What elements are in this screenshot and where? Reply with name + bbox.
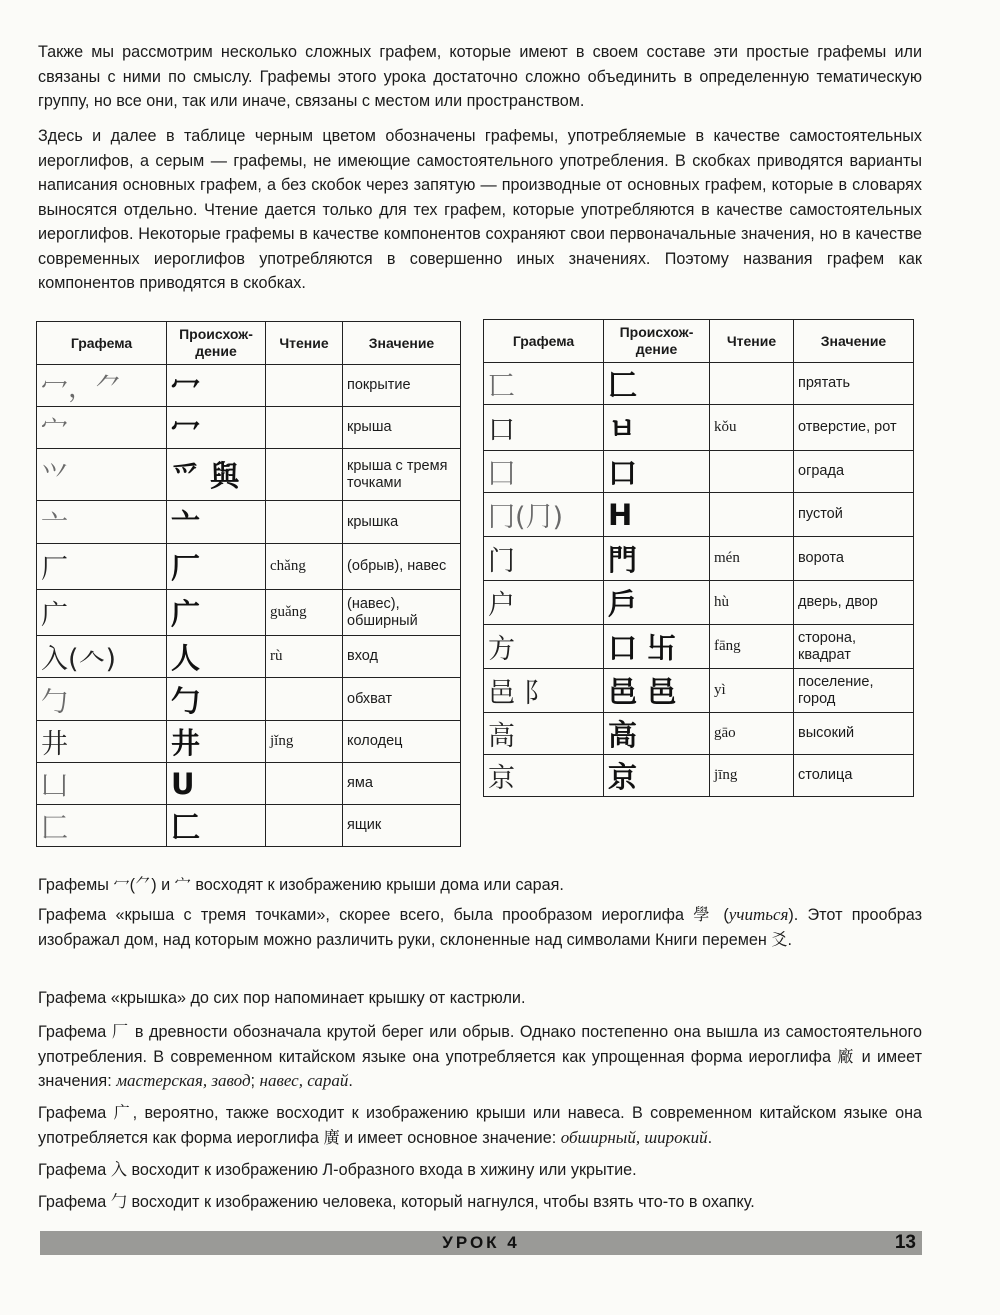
- reading-cell: [710, 451, 794, 493]
- reading-cell: guǎng: [266, 590, 343, 636]
- origin-cell: 高: [604, 713, 710, 755]
- grapheme-cell: 囗: [484, 451, 604, 493]
- grapheme-cell: 冂(⺆): [484, 493, 604, 537]
- grapheme-cell: 京: [484, 755, 604, 797]
- origin-cell: 口: [604, 451, 710, 493]
- grapheme-table-left: [36, 321, 461, 847]
- meaning-cell: высокий: [794, 713, 914, 755]
- intro-paragraph-1: Также мы рассмотрим несколько сложных графем, которые имеют в своем составе эти простые графемы или связаны с ними по смыслу. Графемы этого урока достаточно сложно объединить в определенную тематическую группу, но все они, так или иначе, связаны с местом или пространством.: [38, 43, 922, 110]
- header-origin: Происхож-дение: [604, 320, 710, 363]
- grapheme-cell: 凵: [37, 763, 167, 805]
- origin-cell: 勹: [167, 678, 266, 721]
- table-row: [37, 365, 461, 407]
- footer-bar: [40, 1231, 922, 1255]
- meaning-cell: столица: [794, 755, 914, 797]
- reading-cell: mén: [710, 537, 794, 581]
- reading-cell: hù: [710, 581, 794, 625]
- reading-cell: kǒu: [710, 405, 794, 451]
- note-roof-graphemes: Графемы 冖(⺈) и 宀 восходят к изображению крыши дома или сарая.: [38, 876, 564, 894]
- table-row: [37, 501, 461, 544]
- grapheme-cell: 匚: [37, 805, 167, 847]
- meaning-cell: крышка: [343, 501, 461, 544]
- grapheme-cell: 广: [37, 590, 167, 636]
- header-meaning: Значение: [343, 322, 461, 365]
- table-row: [37, 763, 461, 805]
- intro-paragraph-2: Здесь и далее в таблице черным цветом обозначены графемы, употребляемые в качестве самостоятельных иероглифов, а серым — графемы, не имеющие самостоятельного употребления. В скобках приводятся варианты написания основных графем, а без скобок через запятую — производные от основных графем, которые в словарях выносятся отдельно. Чтение дается только для тех графем, которые употребляются в качестве самостоятельных иероглифов. Некоторые графемы в качестве компонентов сохраняют свои первоначальные значения, но в качестве современных иероглифов употребляются в совершенно иных значениях. Поэтому названия графем как компонентов приводятся в скобках.: [38, 127, 922, 292]
- reading-cell: [266, 365, 343, 407]
- meaning-cell: отверстие, рот: [794, 405, 914, 451]
- meaning-cell: вход: [343, 636, 461, 678]
- reading-cell: fāng: [710, 625, 794, 669]
- origin-cell: 亠: [167, 501, 266, 544]
- reading-cell: gāo: [710, 713, 794, 755]
- grapheme-cell: 户: [484, 581, 604, 625]
- origin-cell: 口 卐: [604, 625, 710, 669]
- meaning-cell: прятать: [794, 363, 914, 405]
- meaning-cell: дверь, двор: [794, 581, 914, 625]
- reading-cell: [266, 449, 343, 501]
- reading-cell: [710, 493, 794, 537]
- header-origin: Происхож-дение: [167, 322, 266, 365]
- note-cliff: Графема 厂 в древности обозначала крутой берег или обрыв. Однако постепенно она вышла из самостоятельного употребления. В современном китайском языке она употребляется как упрощенная форма иероглифа 廠 и имеет значения: мастерская, завод; навес, сарай.: [38, 1023, 923, 1090]
- grapheme-cell: 方: [484, 625, 604, 669]
- origin-cell: 匚: [604, 363, 710, 405]
- grapheme-cell: 亠: [37, 501, 167, 544]
- reading-cell: [266, 678, 343, 721]
- reading-cell: chǎng: [266, 544, 343, 590]
- reading-cell: [266, 763, 343, 805]
- origin-cell: U: [167, 763, 266, 805]
- meaning-cell: яма: [343, 763, 461, 805]
- origin-cell: 匚: [167, 805, 266, 847]
- table-row: [484, 669, 914, 713]
- table-row: [37, 721, 461, 763]
- table-row: [484, 625, 914, 669]
- origin-cell: 冖: [167, 365, 266, 407]
- meaning-cell: покрытие: [343, 365, 461, 407]
- reading-cell: [710, 363, 794, 405]
- meaning-cell: (обрыв), навес: [343, 544, 461, 590]
- grapheme-cell: 冖，⺈: [37, 365, 167, 407]
- header-reading: Чтение: [266, 322, 343, 365]
- meaning-cell: крыша с тремя точками: [343, 449, 461, 501]
- origin-cell: ㅂ: [604, 405, 710, 451]
- reading-cell: rù: [266, 636, 343, 678]
- grapheme-cell: 口: [484, 405, 604, 451]
- origin-cell: 人: [167, 636, 266, 678]
- origin-cell: H: [604, 493, 710, 537]
- note-roof-three-dots: Графема «крыша с тремя точками», скорее всего, была прообразом иероглифа 學 (учиться). Этот прообраз изображал дом, над которым можно различить руки, склоненные над символами Книги перемен 爻.: [38, 905, 923, 949]
- header-meaning: Значение: [794, 320, 914, 363]
- grapheme-cell: 高: [484, 713, 604, 755]
- table-row: [37, 449, 461, 501]
- origin-cell: 戶: [604, 581, 710, 625]
- meaning-cell: поселение, город: [794, 669, 914, 713]
- grapheme-cell: 入(𠆢): [37, 636, 167, 678]
- reading-cell: [266, 805, 343, 847]
- origin-cell: 邑 邑: [604, 669, 710, 713]
- grapheme-cell: 匸: [484, 363, 604, 405]
- table-row: [484, 363, 914, 405]
- table-row: [484, 405, 914, 451]
- grapheme-cell: 厂: [37, 544, 167, 590]
- meaning-cell: ворота: [794, 537, 914, 581]
- table-row: [37, 678, 461, 721]
- page-number: 13: [894, 1232, 916, 1253]
- origin-cell: 京: [604, 755, 710, 797]
- reading-cell: jīng: [710, 755, 794, 797]
- header-grapheme: Графема: [37, 322, 167, 365]
- grapheme-cell: 宀: [37, 407, 167, 449]
- meaning-cell: (навес), обширный: [343, 590, 461, 636]
- table-row: [484, 713, 914, 755]
- grapheme-cell: 勹: [37, 678, 167, 721]
- meaning-cell: ящик: [343, 805, 461, 847]
- reading-cell: [266, 407, 343, 449]
- grapheme-cell: 门: [484, 537, 604, 581]
- reading-cell: [266, 501, 343, 544]
- table-row: [37, 407, 461, 449]
- origin-cell: 門: [604, 537, 710, 581]
- meaning-cell: ограда: [794, 451, 914, 493]
- origin-cell: 冖: [167, 407, 266, 449]
- origin-cell: 广: [167, 590, 266, 636]
- origin-cell: 井: [167, 721, 266, 763]
- reading-cell: jǐng: [266, 721, 343, 763]
- table-row: [484, 493, 914, 537]
- meaning-cell: пустой: [794, 493, 914, 537]
- grapheme-cell: 邑 阝: [484, 669, 604, 713]
- origin-cell: 爫 與: [167, 449, 266, 501]
- note-lid: Графема «крышка» до сих пор напоминает крышку от кастрюли.: [38, 989, 526, 1007]
- table-row: [484, 537, 914, 581]
- note-shed: Графема 广, вероятно, также восходит к изображению крыши или навеса. В современном китайском языке она употребляется как форма иероглифа 廣 и имеет основное значение: обширный, широкий.: [38, 1104, 923, 1147]
- meaning-cell: обхват: [343, 678, 461, 721]
- table-row: [37, 590, 461, 636]
- meaning-cell: сторона, квадрат: [794, 625, 914, 669]
- note-wrap: Графема 勹 восходит к изображению человека, который нагнулся, чтобы взять что-то в охапку.: [38, 1193, 755, 1211]
- table-row: [37, 544, 461, 590]
- table-row: [484, 451, 914, 493]
- header-grapheme: Графема: [484, 320, 604, 363]
- table-row: [37, 805, 461, 847]
- reading-cell: yì: [710, 669, 794, 713]
- header-reading: Чтение: [710, 320, 794, 363]
- grapheme-cell: 井: [37, 721, 167, 763]
- table-row: [484, 755, 914, 797]
- meaning-cell: крыша: [343, 407, 461, 449]
- table-row: [484, 581, 914, 625]
- grapheme-table-right: [483, 319, 914, 797]
- meaning-cell: колодец: [343, 721, 461, 763]
- grapheme-cell: ⺍: [37, 449, 167, 501]
- lesson-label: УРОК 4: [442, 1233, 520, 1252]
- note-entrance: Графема 入 восходит к изображению Л-образного входа в хижину или укрытие.: [38, 1161, 637, 1179]
- origin-cell: 厂: [167, 544, 266, 590]
- table-row: [37, 636, 461, 678]
